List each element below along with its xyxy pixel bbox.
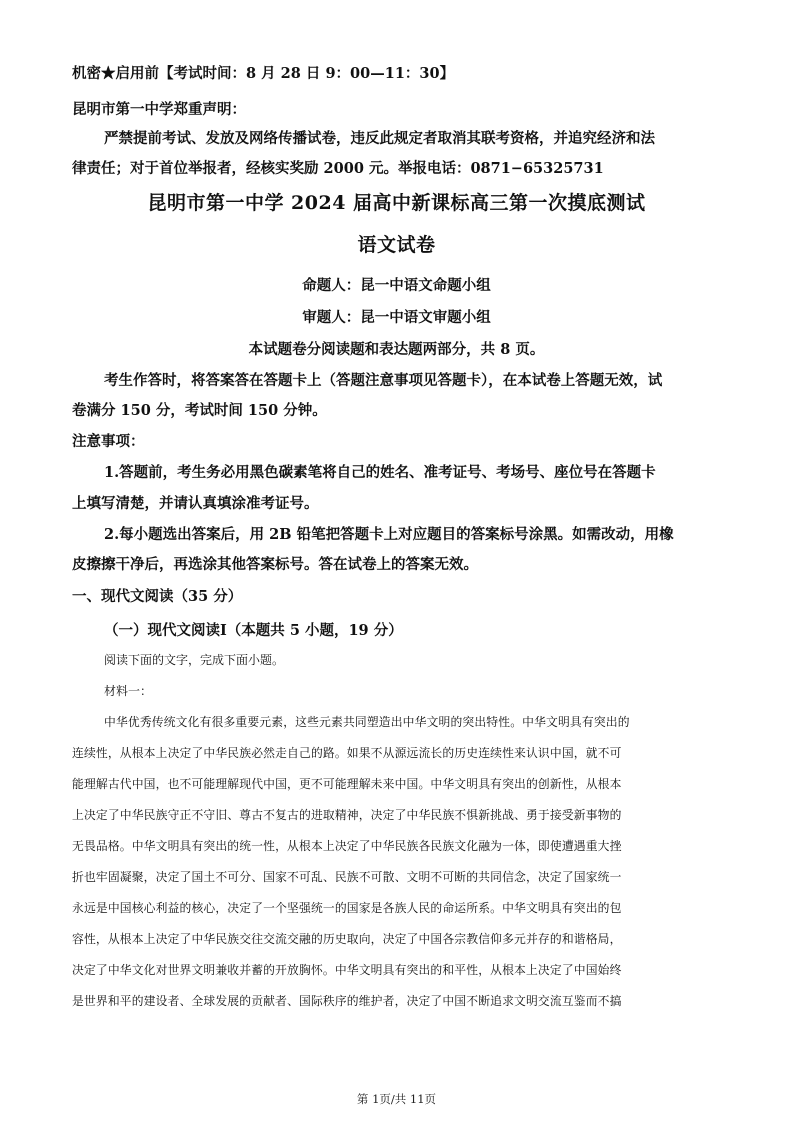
instruction-para-line-1: 考生作答时，将答案答在答题卡上（答题注意事项见答题卡），在本试卷上答题无效，试	[104, 372, 663, 389]
passage-line: 折也牢固凝聚，决定了国土不可分、国家不可乱、民族不可散、文明不可断的共同信念，决定了国家统一	[72, 870, 622, 884]
section-heading: 一、现代文阅读（35 分）	[72, 588, 243, 605]
passage-line: 连续性，从根本上决定了中华民族必然走自己的路。如果不从源远流长的历史连续性来认识中国，就不可	[72, 746, 622, 760]
confidential-line: 机密★启用前【考试时间：8 月 28 日 9：00—11：30】	[72, 65, 455, 82]
reading-prompt: 阅读下面的文字，完成下面小题。	[104, 653, 285, 667]
subsection-heading: （一）现代文阅读Ⅰ（本题共 5 小题，19 分）	[104, 622, 403, 639]
question-reviewer: 审题人：昆一中语文审题小组	[302, 309, 491, 326]
paper-composition: 本试题卷分阅读题和表达题两部分，共 8 页。	[248, 341, 545, 358]
notice-item-2-line-1: 2.每小题选出答案后，用 2B 铅笔把答题卡上对应题目的答案标号涂黑。如需改动，用橡	[104, 526, 674, 543]
passage-line: 上决定了中华民族守正不守旧、尊古不复古的进取精神，决定了中华民族不惧新挑战、勇于接受新事物的	[72, 808, 622, 822]
exam-subject: 语文试卷	[357, 234, 436, 256]
passage-line: 决定了中华文化对世界文明兼收并蓄的开放胸怀。中华文明具有突出的和平性，从根本上决定了中国始终	[72, 963, 622, 977]
passage-line: 永远是中国核心利益的核心，决定了一个坚强统一的国家是各族人民的命运所系。中华文明具有突出的包	[72, 901, 622, 915]
passage-line: 无畏品格。中华文明具有突出的统一性，从根本上决定了中华民族各民族文化融为一体，即使遭遇重大挫	[72, 839, 622, 853]
material-label: 材料一：	[104, 684, 153, 698]
passage-line: 中华优秀传统文化有很多重要元素，这些元素共同塑造出中华文明的突出特性。中华文明具有突出的	[104, 715, 630, 729]
instruction-para-line-2: 卷满分 150 分，考试时间 150 分钟。	[72, 402, 327, 419]
notice-item-1-line-2: 上填写清楚，并请认真填涂准考证号。	[72, 495, 319, 512]
declaration-text-line-2: 律责任；对于首位举报者，经核实奖励 2000 元。举报电话：0871−65325731	[72, 160, 604, 177]
declaration-text-line-1: 严禁提前考试、发放及网络传播试卷，违反此规定者取消其联考资格，并追究经济和法	[104, 130, 655, 147]
passage-line: 能理解古代中国，也不可能理解现代中国，更不可能理解未来中国。中华文明具有突出的创新性，从根本	[72, 777, 622, 791]
notice-item-2-line-2: 皮擦擦干净后，再选涂其他答案标号。答在试卷上的答案无效。	[72, 556, 478, 573]
exam-title: 昆明市第一中学 2024 届高中新课标高三第一次摸底测试	[147, 192, 646, 214]
notice-heading: 注意事项：	[72, 433, 145, 450]
page-number: 第 1页/共 11页	[356, 1092, 437, 1106]
question-setter: 命题人：昆一中语文命题小组	[302, 277, 491, 294]
school-declaration-heading: 昆明市第一中学郑重声明：	[72, 101, 246, 118]
passage-line: 是世界和平的建设者、全球发展的贡献者、国际秩序的维护者，决定了中国不断追求文明交流互鉴而不搞	[72, 994, 622, 1008]
passage-line: 容性，从根本上决定了中华民族交往交流交融的历史取向，决定了中国各宗教信仰多元并存的和谐格局，	[72, 932, 622, 946]
notice-item-1-line-1: 1.答题前，考生务必用黑色碳素笔将自己的姓名、准考证号、考场号、座位号在答题卡	[104, 464, 656, 481]
